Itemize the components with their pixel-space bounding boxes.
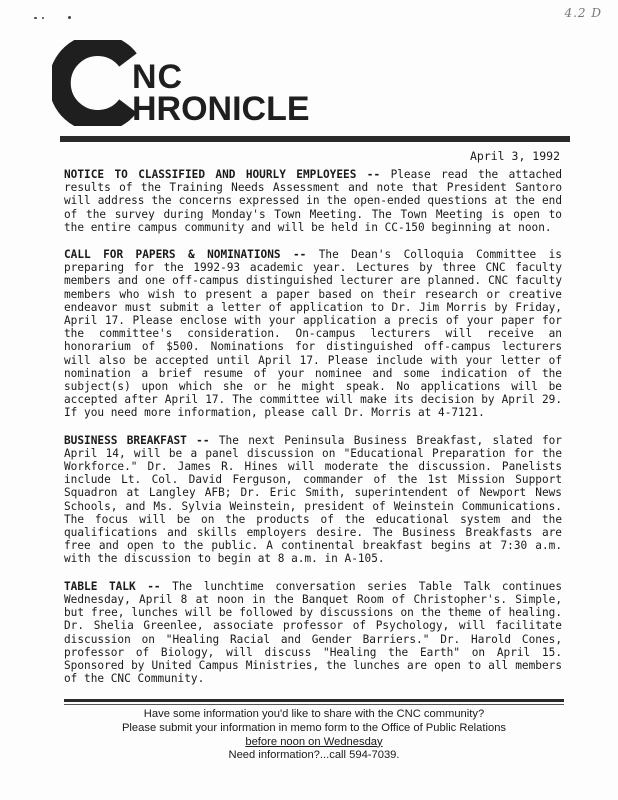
- footer-rule-thin: [64, 704, 564, 705]
- masthead-line-nc: NC: [132, 58, 184, 96]
- article-body: The next Peninsula Business Breakfast, slated for April 14, will be a panel discussion on "Educational Preparation for the Workforce." Dr. James R. Hines will moderate the discussion. Panelists include Lt. Col. David Ferguson, commander of the 1st Mission Support Squadron at Langley AFB; Dr. Eric Smith, superintendent of Newport News Schools, and Ms. Sylvia Weinstein, president of Weinstein Communications. The focus will be on the products of the educational system and the qualifications and skills employers desire. The Business Breakfasts are free and open to the public. A continental breakfast begins at 7:30 a.m. with the discussion to begin at 8 a.m. in A-105.: [64, 433, 562, 566]
- article-business-breakfast: [64, 434, 562, 566]
- scan-speck: [42, 17, 44, 19]
- article-headline: BUSINESS BREAKFAST --: [64, 433, 210, 447]
- article-body: The lunchtime conversation series Table Talk continues Wednesday, April 8 at noon in the Banquet Room of Christopher's. Simple, but free, lunches will be followed by discussions on the theme of healing. Dr. Shelia Greenlee, associate professor of Psychology, will facilitate discussion on "Healing Racial and Gender Barriers." Dr. Harold Cones, professor of Biology, will discuss "Healing the Earth" on April 15. Sponsored by United Campus Ministries, the lunches are open to all members of the CNC Community.: [64, 579, 563, 686]
- scan-speck: [68, 16, 71, 19]
- article-table-talk: [64, 580, 562, 686]
- article-headline: CALL FOR PAPERS & NOMINATIONS --: [64, 248, 307, 262]
- footer: [64, 708, 564, 763]
- scan-speck: [34, 17, 37, 19]
- handwritten-corner-mark: 4.2 D: [564, 6, 602, 20]
- masthead: [52, 40, 412, 130]
- footer-line-2: Please submit your information in memo form to the Office of Public Relations: [121, 721, 507, 734]
- masthead-line-hronicle: HRONICLE: [132, 90, 310, 128]
- masthead-logo-c: [52, 40, 138, 126]
- footer-rule: [64, 699, 564, 702]
- article-call-for-papers: [64, 248, 562, 420]
- issue-date: April 3, 1992: [469, 149, 560, 163]
- article-headline: NOTICE TO CLASSIFIED AND HOURLY EMPLOYEES --: [64, 168, 381, 181]
- article-notice: [64, 168, 562, 234]
- article-headline: TABLE TALK --: [64, 579, 161, 593]
- masthead-rule: [60, 136, 570, 142]
- footer-line-1: Have some information you'd like to share with the CNC community?: [143, 708, 485, 720]
- article-body: The Dean's Colloquia Committee is preparing for the 1992-93 academic year. Lectures by three CNC faculty members and one off-campus distinguished lecturer are planned. CNC faculty members who wish to present a paper based on their research or creative endeavor must submit a letter of application to Dr. Jim Morris by Friday, April 17. Please enclose with your application a precis of your paper for the committee's consideration. On-campus lecturers will receive an honorarium of $500. Nominations for distinguished off-campus lecturers will also be accepted until April 17. Please include with your letter of nomination a brief resume of your nominee and some indication of the subject(s) upon which she or he might speak. No applications will be accepted after April 17. The committee will make its decision by April 29. If you need more information, please call Dr. Morris at 4-7121.: [64, 248, 562, 420]
- article-body: Please read the attached results of the Training Needs Assessment and note that President Santoro will address the concerns expressed in the open-ended questions at the end of the survey during Monday's Town Meeting. The Town Meeting is open to the entire campus community and will be held in CC-150 beginning at noon.: [64, 168, 562, 234]
- footer-contact: Need information?...call 594-7039.: [228, 749, 400, 762]
- footer-deadline: before noon on Wednesday: [245, 735, 383, 748]
- articles: [64, 168, 562, 699]
